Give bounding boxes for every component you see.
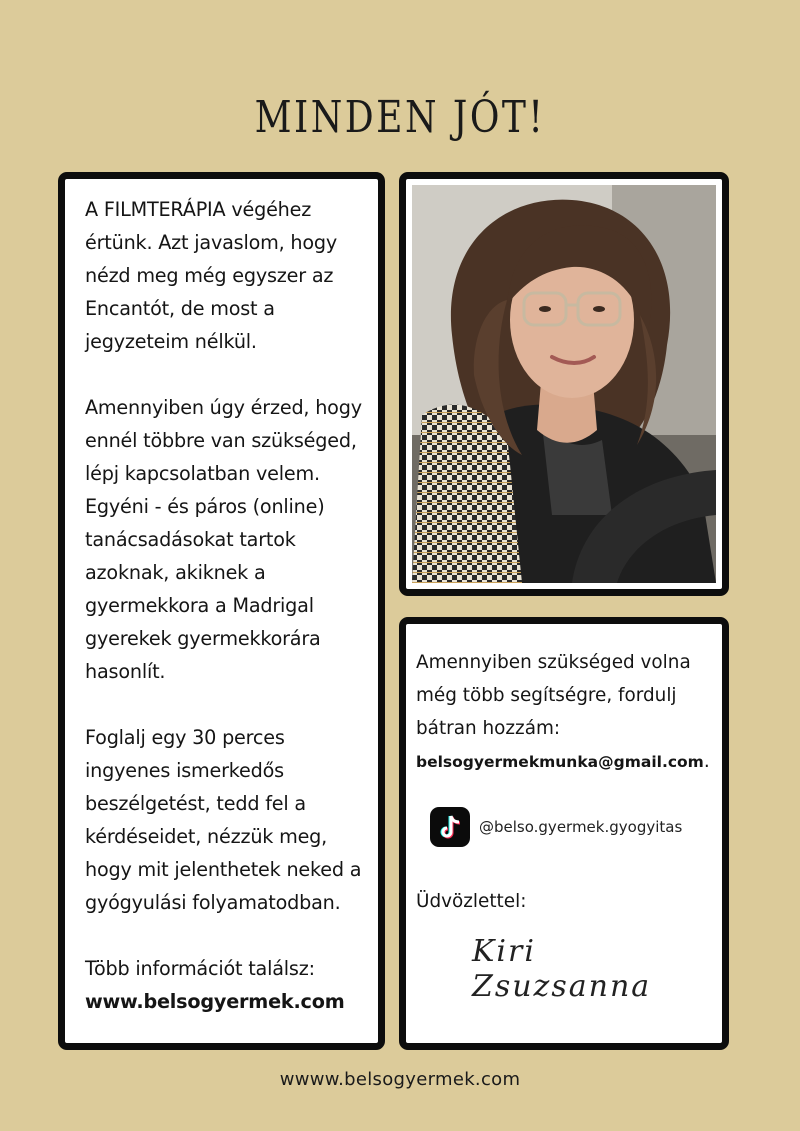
more-info-paragraph (85, 952, 362, 1018)
tiktok-handle[interactable]: @belso.gyermek.gyogyitas (479, 818, 683, 836)
greeting: Üdvözlettel: (416, 891, 527, 912)
tiktok-icon (430, 807, 470, 847)
intro-paragraph: A FILMTERÁPIA végéhez értünk. Azt javaslom, hogy nézd meg még egyszer az Encantót, de most a jegyzeteim nélkül. (85, 198, 338, 353)
contact-text: Amennyiben szükséged volna még több segítségre, fordulj bátran hozzám: (416, 652, 691, 739)
consulting-paragraph: Amennyiben úgy érzed, hogy ennél többre van szükséged, lépj kapcsolatban velem. Egyéni - és páros (online) tanácsadásokat tartok azoknak, akiknek a gyermekkora a Madrigal gyerekek gyermekkorára hasonlít. (85, 396, 362, 683)
portrait-illustration (412, 185, 716, 583)
page-title: MINDEN JÓT! (254, 92, 546, 143)
email-suffix: . (703, 751, 710, 772)
booking-paragraph: Foglalj egy 30 perces ingyenes ismerkedős beszélgetést, tedd fel a kérdéseidet, nézzük meg, hogy mit jelenthetek neked a gyógyulási folyamatodban. (85, 726, 362, 914)
footer-website[interactable]: wwww.belsogyermek.com (279, 1069, 521, 1090)
tiktok-row[interactable] (430, 807, 712, 847)
email-link[interactable]: belsogyermekmunka@gmail.com (416, 753, 704, 771)
website-link[interactable]: www.belsogyermek.com (85, 990, 345, 1013)
photo-card (399, 172, 729, 596)
contact-card (399, 617, 729, 1050)
info-card (58, 172, 385, 1050)
portrait-photo (412, 185, 716, 583)
more-info-label: Több információt találsz: (85, 957, 315, 980)
signature: Kiri Zsuzsanna (472, 934, 652, 1004)
